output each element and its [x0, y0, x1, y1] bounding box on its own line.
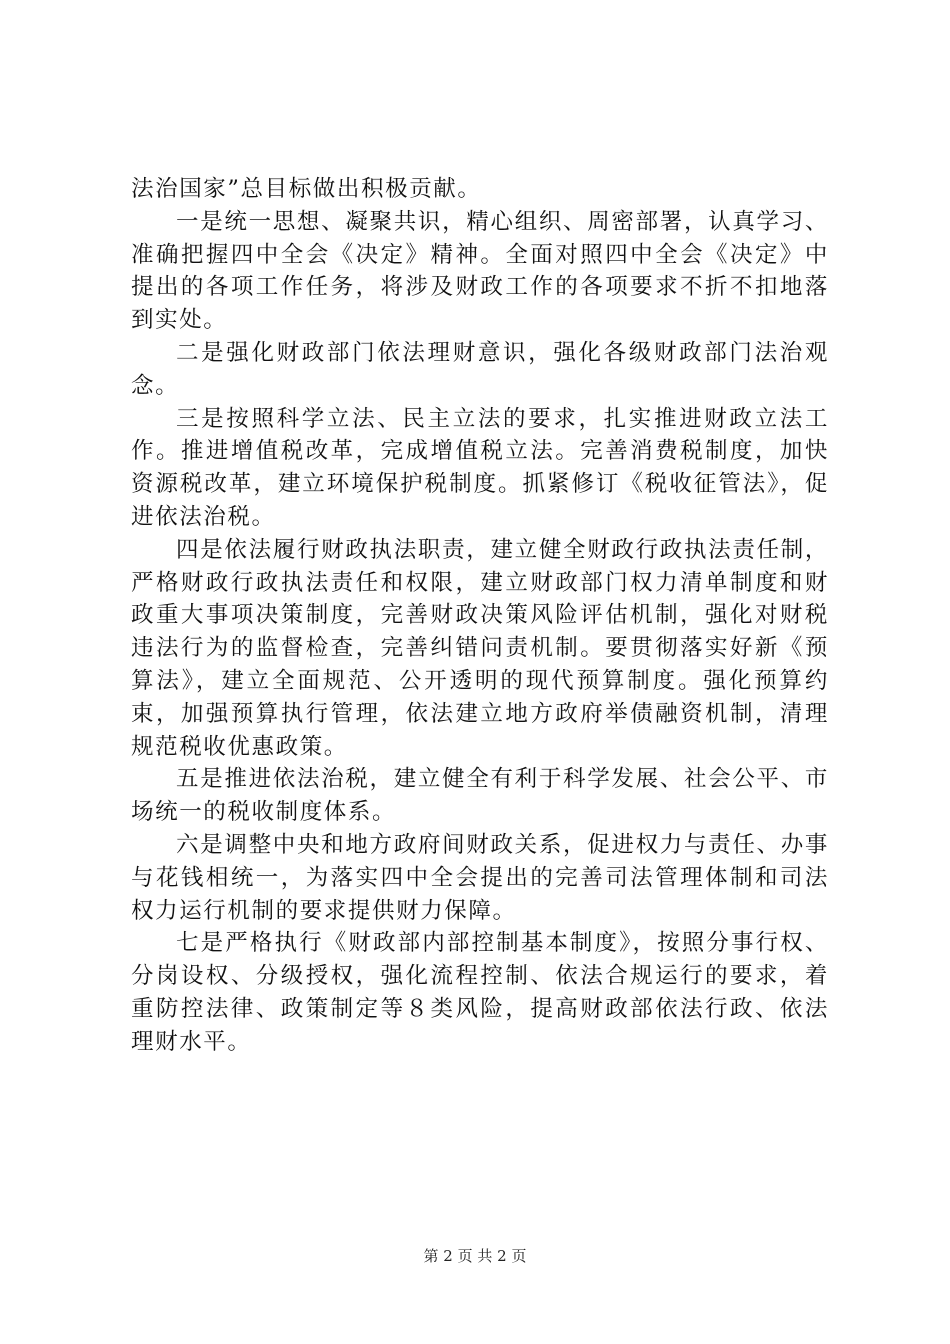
paragraph-point-2: 二是强化财政部门依法理财意识，强化各级财政部门法治观念。 [131, 339, 829, 399]
document-body [131, 173, 829, 1059]
paragraph-point-1: 一是统一思想、凝聚共识，精心组织、周密部署，认真学习、准确把握四中全会《决定》精神。全面对照四中全会《决定》中提出的各项工作任务，将涉及财政工作的各项要求不折不扣地落到实处。 [131, 208, 829, 334]
paragraph-continuation: 法治国家”总目标做出积极贡献。 [131, 176, 482, 202]
paragraph-point-4: 四是依法履行财政执法职责，建立健全财政行政执法责任制，严格财政行政执法责任和权限，建立财政部门权力清单制度和财政重大事项决策制度，完善财政决策风险评估机制，强化对财税违法行为的监督检查，完善纠错问责机制。要贯彻落实好新《预算法》，建立全面规范、公开透明的现代预算制度。强化预算约束，加强预算执行管理，依法建立地方政府举债融资机制，清理规范税收优惠政策。 [131, 536, 829, 760]
paragraph-point-5: 五是推进依法治税，建立健全有利于科学发展、社会公平、市场统一的税收制度体系。 [131, 766, 829, 826]
paragraph-point-7: 七是严格执行《财政部内部控制基本制度》，按照分事行权、分岗设权、分级授权，强化流程控制、依法合规运行的要求，着重防控法律、政策制定等８类风险，提高财政部依法行政、依法理财水平。 [131, 930, 829, 1055]
page-footer: 第 2 页 共 2 页 [423, 1247, 527, 1265]
paragraph-point-6: 六是调整中央和地方政府间财政关系，促进权力与责任、办事与花钱相统一，为落实四中全会提出的完善司法管理体制和司法权力运行机制的要求提供财力保障。 [131, 831, 829, 924]
paragraph-point-3: 三是按照科学立法、民主立法的要求，扎实推进财政立法工作。推进增值税改革，完成增值税立法。完善消费税制度，加快资源税改革，建立环境保护税制度。抓紧修订《税收征管法》，促进依法治税。 [131, 405, 829, 530]
